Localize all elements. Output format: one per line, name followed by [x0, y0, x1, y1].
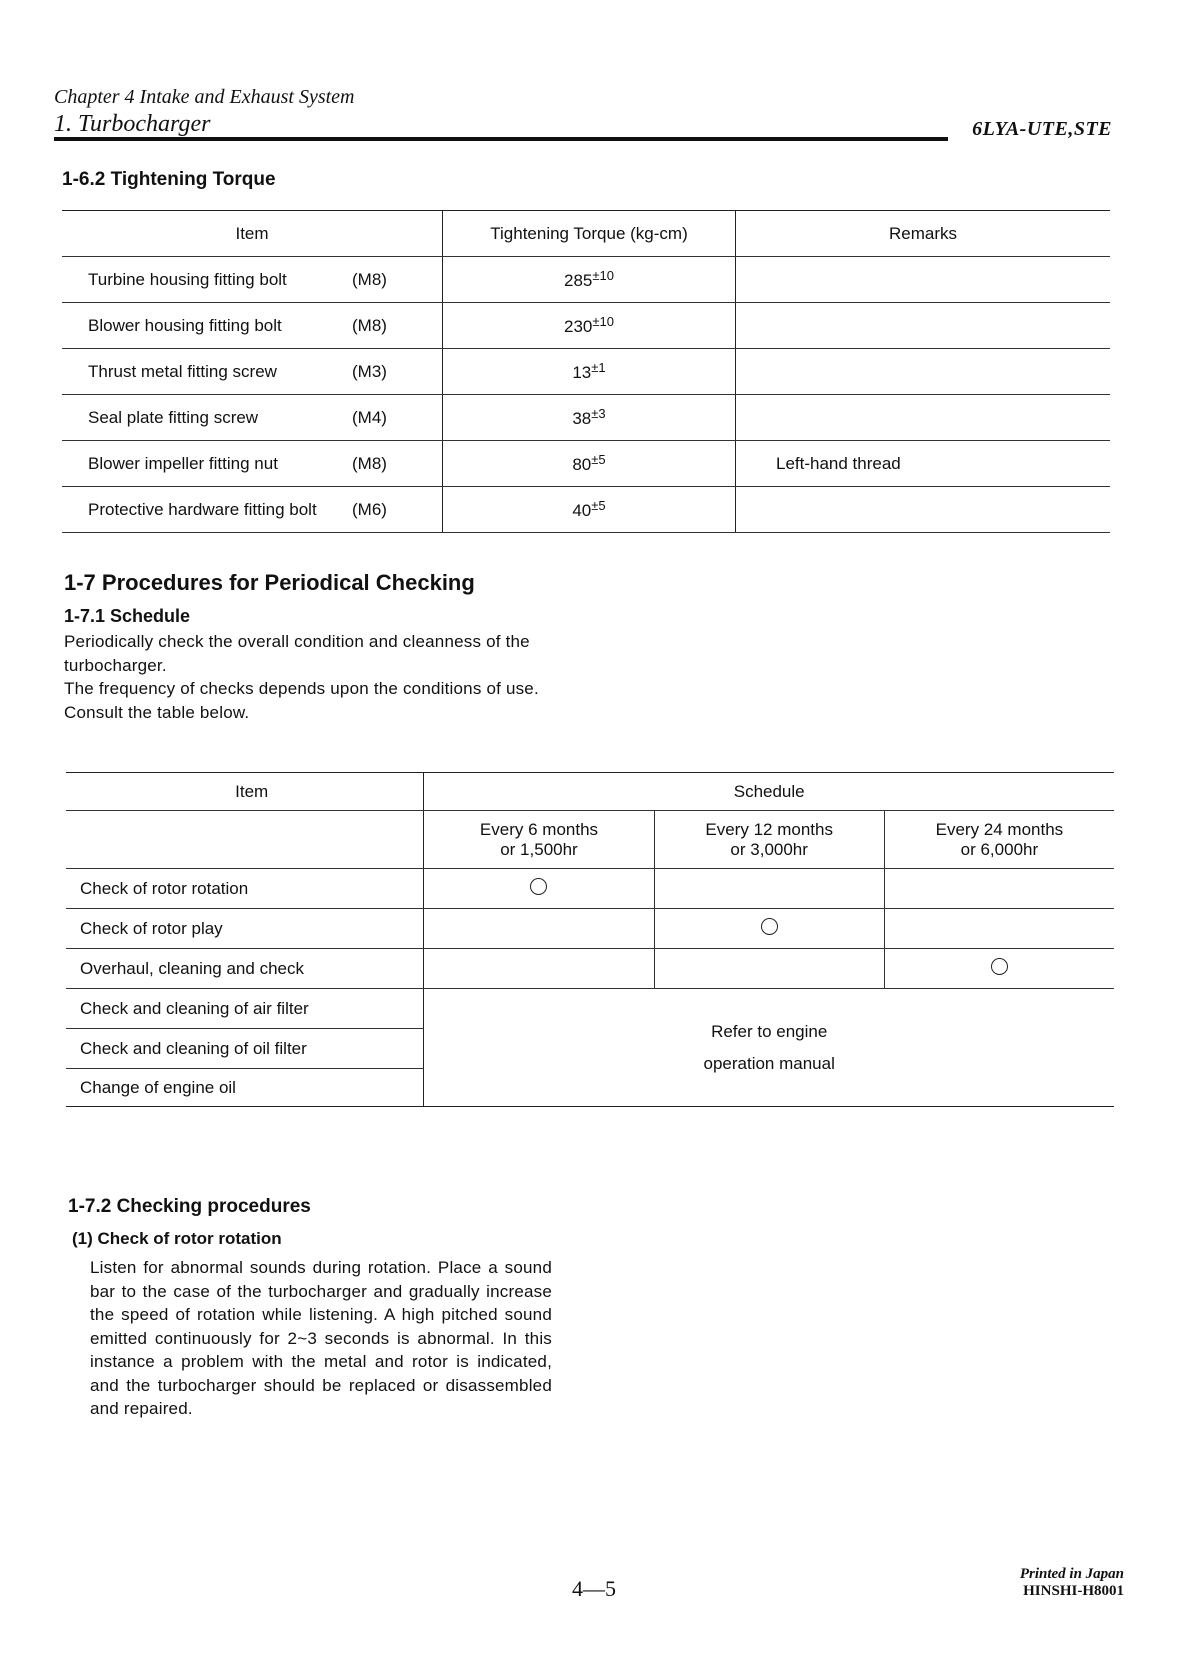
torque-item: Seal plate fitting screw: [88, 407, 259, 427]
torque-size: (M4): [352, 407, 387, 427]
schedule-item: Overhaul, cleaning and check: [66, 949, 424, 989]
interval-hours: or 3,000hr: [730, 839, 808, 859]
table-row: [62, 303, 1110, 349]
refer-line-2: operation manual: [703, 1053, 835, 1073]
torque-size: (M8): [352, 315, 387, 335]
periodic-heading: 1-7 Procedures for Periodical Checking: [64, 570, 475, 595]
rotor-rotation-heading: (1) Check of rotor rotation: [72, 1229, 282, 1248]
torque-item: Blower impeller fitting nut: [88, 453, 278, 473]
check-mark-icon: [530, 878, 547, 895]
table-row: [66, 989, 1114, 1029]
torque-value: 13: [572, 363, 592, 382]
check-mark-icon: [991, 958, 1008, 975]
torque-item: Protective hardware fitting bolt: [88, 499, 317, 519]
table-row: [62, 441, 1110, 487]
schedule-col-schedule: Schedule: [424, 773, 1114, 811]
document-code: HINSHI-H8001: [1023, 1583, 1124, 1599]
table-row: [66, 909, 1114, 949]
torque-col-remarks: Remarks: [736, 211, 1111, 257]
interval-row: [66, 811, 1114, 869]
torque-value: 80: [572, 455, 592, 474]
rotor-rotation-text: Listen for abnormal sounds during rotation. Place a sound bar to the case of the turbocharger and gradually increase the speed of rotation while listening. A high pitched sound emitted continuously for 2~3 seconds is abnormal. In this instance a problem with the metal and rotor is indicated, and the turbocharger should be replaced or disassembled and repaired.: [90, 1258, 552, 1418]
torque-value: 38: [572, 409, 592, 428]
schedule-item: Check of rotor rotation: [66, 869, 424, 909]
schedule-table: [66, 772, 1114, 1107]
torque-remark: [736, 487, 1111, 533]
schedule-paragraph-1: Periodically check the overall condition and cleanness of the turbocharger.: [64, 632, 530, 675]
torque-tolerance: ±10: [592, 314, 614, 329]
torque-header-row: [62, 211, 1110, 257]
interval-hours: or 1,500hr: [500, 839, 578, 859]
schedule-header-row: [66, 773, 1114, 811]
torque-size: (M6): [352, 499, 387, 519]
table-row: [66, 949, 1114, 989]
torque-remark: [736, 395, 1111, 441]
torque-value: 40: [572, 501, 592, 520]
interval-label: Every 6 months: [479, 819, 599, 839]
interval-label: Every 12 months: [705, 819, 833, 839]
torque-size: (M8): [352, 453, 387, 473]
torque-tolerance: ±5: [591, 452, 606, 467]
model-code: 6LYA-UTE,STE: [972, 118, 1112, 140]
chapter-title: Chapter 4 Intake and Exhaust System: [54, 86, 355, 108]
refer-line-1: Refer to engine: [711, 1021, 828, 1041]
printed-in: Printed in Japan: [1019, 1566, 1124, 1582]
torque-remark: Left-hand thread: [736, 441, 1111, 487]
torque-tolerance: ±5: [591, 498, 606, 513]
torque-remark: [736, 257, 1111, 303]
table-row: [62, 395, 1110, 441]
torque-size: (M3): [352, 361, 387, 381]
torque-remark: [736, 349, 1111, 395]
table-row: [62, 487, 1110, 533]
refer-note: [424, 989, 1114, 1107]
torque-col-item: Item: [62, 211, 443, 257]
torque-value: 230: [564, 317, 593, 336]
torque-size: (M8): [352, 269, 387, 289]
schedule-item: Check and cleaning of oil filter: [66, 1029, 424, 1069]
interval-hours: or 6,000hr: [960, 839, 1039, 859]
torque-item: Turbine housing fitting bolt: [88, 269, 287, 289]
schedule-paragraph-2: The frequency of checks depends upon the conditions of use. Consult the table below.: [64, 679, 539, 722]
schedule-col-item: Item: [66, 773, 424, 811]
interval-12-months: [654, 811, 884, 869]
schedule-item: Check of rotor play: [66, 909, 424, 949]
schedule-heading: 1-7.1 Schedule: [64, 606, 191, 626]
check-mark-icon: [761, 918, 778, 935]
torque-col-value: Tightening Torque (kg-cm): [443, 211, 736, 257]
torque-tolerance: ±1: [591, 360, 606, 375]
torque-tolerance: ±3: [591, 406, 606, 421]
header-rule: [54, 137, 948, 141]
page-number: 4—5: [572, 1576, 616, 1601]
table-row: [62, 349, 1110, 395]
section-title: 1. Turbocharger: [54, 111, 211, 137]
schedule-item: Check and cleaning of air filter: [66, 989, 424, 1029]
torque-table: [62, 210, 1110, 533]
table-row: [62, 257, 1110, 303]
torque-item: Blower housing fitting bolt: [88, 315, 282, 335]
schedule-item: Change of engine oil: [66, 1069, 424, 1107]
checking-heading: 1-7.2 Checking procedures: [68, 1196, 311, 1217]
torque-remark: [736, 303, 1111, 349]
torque-item: Thrust metal fitting screw: [88, 361, 277, 381]
interval-24-months: [884, 811, 1114, 869]
interval-label: Every 24 months: [935, 819, 1064, 839]
torque-tolerance: ±10: [592, 268, 614, 283]
table-row: [66, 869, 1114, 909]
interval-6-months: [424, 811, 654, 869]
torque-heading: 1-6.2 Tightening Torque: [62, 169, 276, 190]
torque-value: 285: [564, 271, 593, 290]
